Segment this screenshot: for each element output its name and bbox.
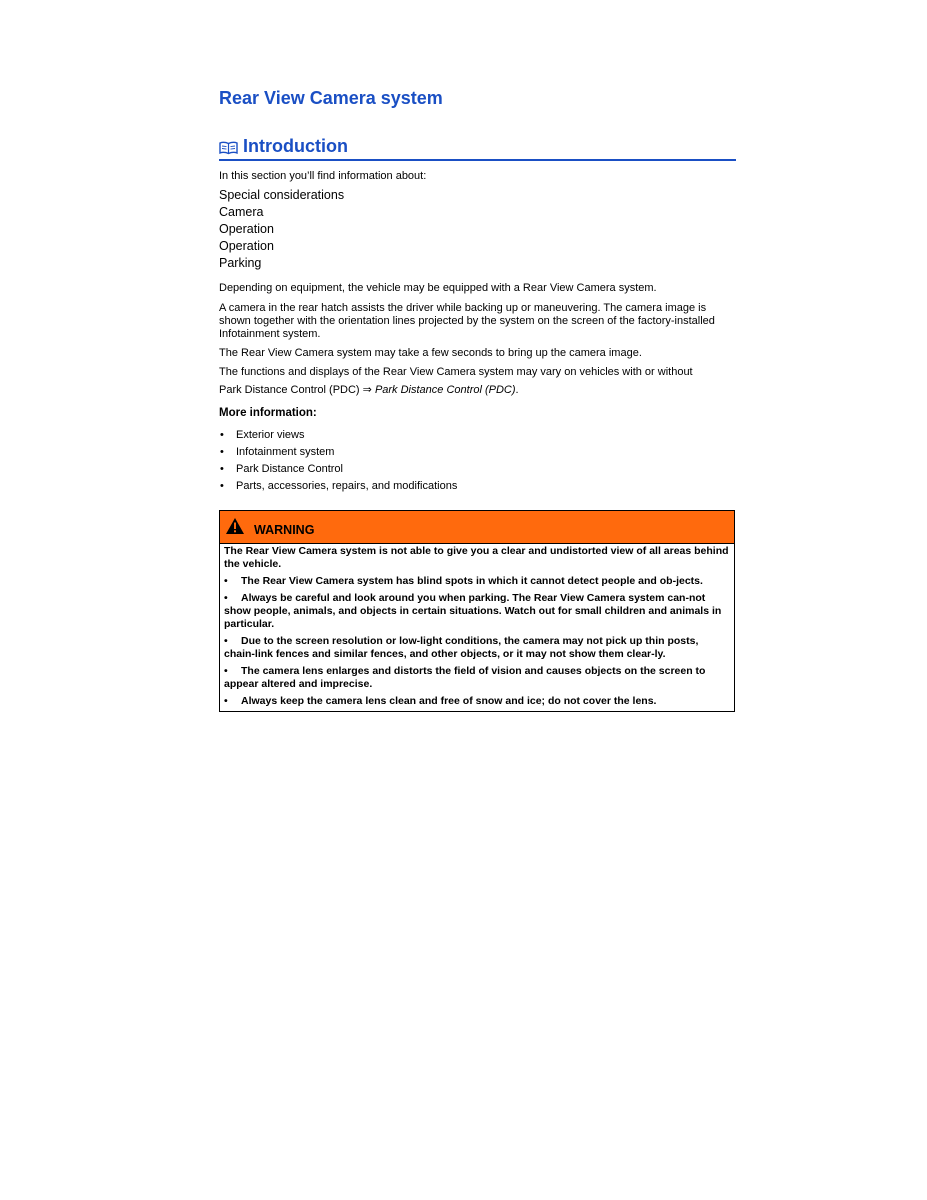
paragraph: Depending on equipment, the vehicle may be equipped with a Rear View Camera system. [219, 282, 657, 294]
warning-intro: The Rear View Camera system is not able to give you a clear and undistorted view of all areas behind the vehicle. [224, 545, 729, 570]
warning-item [224, 695, 730, 708]
bullet: • [220, 446, 224, 458]
bullet: • [220, 463, 224, 475]
warning-label: WARNING [254, 523, 315, 537]
book-icon [219, 141, 238, 155]
warning-item-text: Always keep the camera lens clean and free of snow and ice; do not cover the lens. [241, 695, 657, 707]
warning-item [224, 665, 730, 691]
paragraph: A camera in the rear hatch assists the driver while backing up or maneuvering. The camera image is shown together with the orientation lines projected by the system on the screen of the factory-installed Infotainment system. [219, 302, 715, 340]
paragraph-with-reference [219, 384, 735, 397]
section-heading-text: Introduction [243, 136, 348, 156]
warning-box [219, 510, 735, 712]
paragraph: The Rear View Camera system may take a few seconds to bring up the camera image. [219, 347, 642, 359]
bullet: • [224, 635, 228, 647]
warning-triangle-icon [225, 517, 245, 535]
warning-item [224, 635, 730, 661]
more-info-item[interactable] [219, 427, 457, 444]
warning-header [220, 511, 734, 544]
bullet: • [224, 575, 228, 587]
bullet: • [224, 665, 228, 677]
section-heading-introduction [219, 136, 736, 161]
cross-reference-link[interactable]: Park Distance Control (PDC) [374, 384, 516, 396]
more-info-item[interactable] [219, 478, 457, 495]
topic-link[interactable]: Special considerations [219, 188, 345, 202]
more-info-item[interactable] [219, 444, 457, 461]
intro-lead-text: In this section you’ll find information about: [219, 170, 427, 182]
more-info-label: Exterior views [236, 429, 305, 441]
topic-link[interactable]: Camera [219, 205, 264, 219]
warning-item [224, 592, 730, 631]
topic-list [219, 187, 344, 272]
topic-link[interactable]: Operation [219, 222, 274, 236]
warning-item-text: Due to the screen resolution or low-light conditions, the camera may not pick up thin posts, chain-link fences and similar fences, and other objects, or it may not show them clear-ly. [224, 635, 699, 660]
warning-item-text: The Rear View Camera system has blind spots in which it cannot detect people and ob-jects. [241, 575, 703, 587]
bullet: • [220, 429, 224, 441]
more-info-list [219, 427, 457, 495]
more-info-item[interactable] [219, 461, 457, 478]
warning-item [224, 575, 730, 588]
paragraph-end: . [515, 384, 519, 396]
more-info-label: Park Distance Control [236, 463, 343, 475]
page-title: Rear View Camera system [219, 88, 443, 108]
warning-item-text: Always be careful and look around you when parking. The Rear View Camera system can-not show people, animals, and objects in certain situations. Watch out for small children and animals in particular. [224, 592, 722, 630]
more-info-label: Infotainment system [236, 446, 335, 458]
more-info-label: Parts, accessories, repairs, and modifications [236, 480, 458, 492]
bullet: • [224, 695, 228, 707]
paragraph: The functions and displays of the Rear View Camera system may vary on vehicles with or without [219, 366, 693, 378]
bullet: • [220, 480, 224, 492]
more-info-heading: More information: [219, 407, 317, 419]
bullet: • [224, 592, 228, 604]
paragraph-text: Park Distance Control (PDC) ⇒ [219, 384, 375, 396]
topic-link[interactable]: Operation [219, 239, 274, 253]
warning-item-text: The camera lens enlarges and distorts the field of vision and causes objects on the screen to appear altered and imprecise. [224, 665, 706, 690]
warning-body [220, 544, 734, 711]
topic-link[interactable]: Parking [219, 256, 262, 270]
